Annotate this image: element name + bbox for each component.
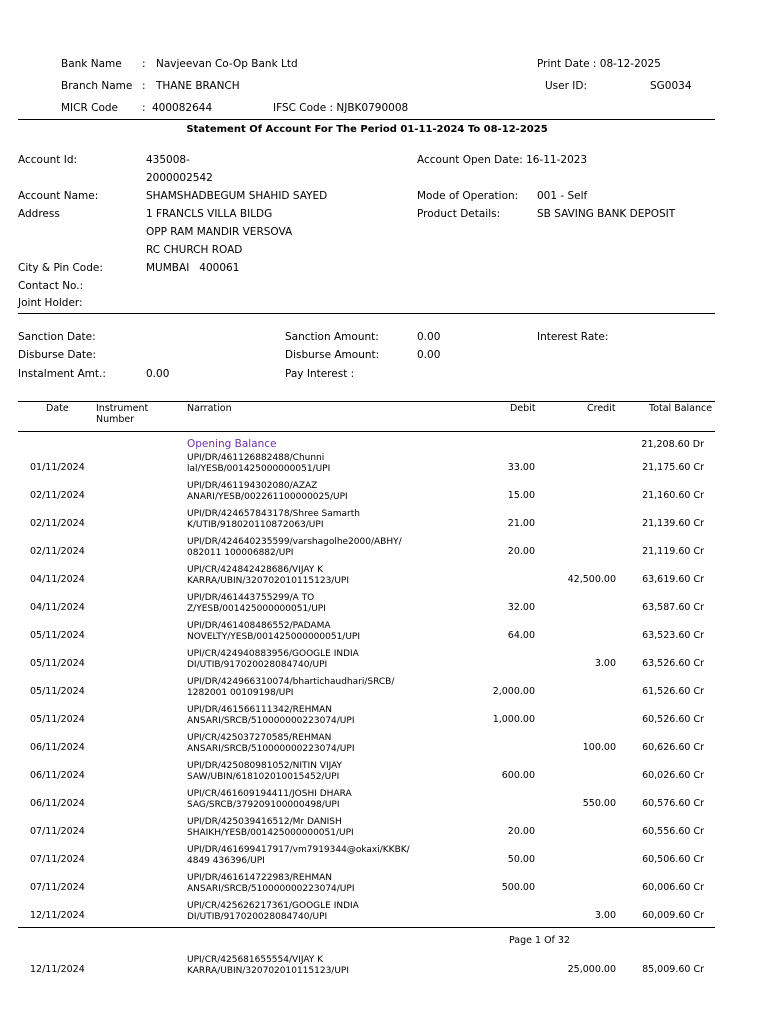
table-row <box>0 873 768 901</box>
opening-balance-value: 21,208.60 Dr <box>641 439 704 450</box>
col-balance-header: Total Balance <box>649 403 713 414</box>
sanction-date-label: Sanction Date: <box>18 331 96 343</box>
row-date: 07/11/2024 <box>30 826 85 837</box>
row-date: 06/11/2024 <box>30 770 85 781</box>
row-date: 05/11/2024 <box>30 686 85 697</box>
row-debit: 20.00 <box>507 546 535 557</box>
divider <box>18 313 715 314</box>
row-credit: 550.00 <box>582 798 616 809</box>
account-id-line1: 435008- <box>146 154 190 166</box>
row-narration <box>187 761 342 783</box>
row-debit: 64.00 <box>507 630 535 641</box>
row-narration-line1: UPI/DR/424657843178/Shree Samarth <box>187 509 360 519</box>
row-balance: 60,626.60 Cr <box>642 742 704 753</box>
disburse-amount-value: 0.00 <box>417 349 441 361</box>
address-line1: 1 FRANCLS VILLA BILDG <box>146 208 273 220</box>
account-id-line2: 2000002542 <box>146 172 213 184</box>
row-date: 04/11/2024 <box>30 602 85 613</box>
row-date: 05/11/2024 <box>30 714 85 725</box>
row-balance: 63,619.60 Cr <box>642 574 704 585</box>
address-line3: RC CHURCH ROAD <box>146 244 243 256</box>
row-balance: 21,160.60 Cr <box>642 490 704 501</box>
row-narration-line1: UPI/CR/425037270585/REHMAN <box>187 733 332 743</box>
row-narration <box>187 789 352 811</box>
row-narration <box>187 481 348 503</box>
table-row <box>0 705 768 733</box>
row-narration-line2: ANSARI/SRCB/510000000223074/UPI <box>187 716 355 726</box>
col-debit-header: Debit <box>510 403 536 414</box>
row-date: 04/11/2024 <box>30 574 85 585</box>
row-narration <box>187 845 410 867</box>
city-value: MUMBAI 400061 <box>146 262 240 274</box>
disburse-date-label: Disburse Date: <box>18 349 97 361</box>
row-credit: 25,000.00 <box>567 964 616 975</box>
table-row <box>0 453 768 481</box>
row-date: 05/11/2024 <box>30 630 85 641</box>
row-narration-line1: UPI/DR/461614722983/REHMAN <box>187 873 333 883</box>
row-balance: 60,576.60 Cr <box>642 798 704 809</box>
row-narration <box>187 509 360 531</box>
row-credit: 100.00 <box>582 742 616 753</box>
opening-balance-label: Opening Balance <box>187 438 277 450</box>
row-balance: 21,139.60 Cr <box>642 518 704 529</box>
row-narration <box>187 649 359 671</box>
row-narration-line1: UPI/DR/424640235599/varshagolhe2000/ABHY/ <box>187 537 402 547</box>
divider <box>18 401 715 402</box>
row-narration-line2: 4849 436396/UPI <box>187 856 265 866</box>
row-narration-line1: UPI/CR/461609194411/JOSHI DHARA <box>187 789 352 799</box>
row-narration <box>187 705 354 727</box>
instalment-value: 0.00 <box>146 368 170 380</box>
row-narration-line1: UPI/DR/424966310074/bhartichaudhari/SRCB/ <box>187 677 395 687</box>
row-date: 02/11/2024 <box>30 518 85 529</box>
city-label: City & Pin Code: <box>18 262 103 274</box>
row-narration <box>187 873 354 895</box>
address-line2: OPP RAM MANDIR VERSOVA <box>146 226 293 238</box>
divider <box>18 431 715 432</box>
row-credit: 3.00 <box>594 658 616 669</box>
bank-name-value: Navjeevan Co-Op Bank Ltd <box>156 58 298 70</box>
row-date: 07/11/2024 <box>30 882 85 893</box>
row-balance: 63,526.60 Cr <box>642 658 704 669</box>
row-narration-line2: SAW/UBIN/618102010015452/UPI <box>187 772 340 782</box>
row-balance: 63,523.60 Cr <box>642 630 704 641</box>
row-balance: 61,526.60 Cr <box>642 686 704 697</box>
table-row <box>0 481 768 509</box>
account-name-value: SHAMSHADBEGUM SHAHID SAYED <box>146 190 328 202</box>
product-value: SB SAVING BANK DEPOSIT <box>537 208 676 220</box>
statement-title: Statement Of Account For The Period 01-11-2024 To 08-12-2025 <box>186 124 548 135</box>
row-narration-line2: NOVELTY/YESB/001425000000051/UPI <box>187 632 360 642</box>
row-narration-line2: KARRA/UBIN/320702010115123/UPI <box>187 576 350 586</box>
contact-label: Contact No.: <box>18 280 84 292</box>
row-credit: 3.00 <box>594 910 616 921</box>
row-narration-line2: KARRA/UBIN/320702010115123/UPI <box>187 966 350 976</box>
table-row <box>0 733 768 761</box>
row-narration-line2: ANARI/YESB/002261100000025/UPI <box>187 492 348 502</box>
row-narration-line1: UPI/DR/425080981052/NITIN VIJAY <box>187 761 343 771</box>
row-narration-line2: ANSARI/SRCB/510000000223074/UPI <box>187 744 355 754</box>
row-narration-line1: UPI/CR/424842428686/VIJAY K <box>187 565 324 575</box>
table-row <box>0 537 768 565</box>
row-narration <box>187 901 359 923</box>
row-narration <box>187 677 394 699</box>
table-row <box>0 901 768 929</box>
row-narration-line1: UPI/DR/461566111342/REHMAN <box>187 705 333 715</box>
row-balance: 21,119.60 Cr <box>642 546 704 557</box>
bank-name-label: Bank Name <box>61 58 122 70</box>
row-narration-line2: lal/YESB/001425000000051/UPI <box>187 464 331 474</box>
row-narration-line2: 1282001 00109198/UPI <box>187 688 294 698</box>
account-name-label: Account Name: <box>18 190 99 202</box>
row-narration <box>187 537 402 559</box>
disburse-amount-label: Disburse Amount: <box>285 349 380 361</box>
table-row <box>0 789 768 817</box>
row-narration-line2: 082011 100006882/UPI <box>187 548 294 558</box>
row-credit: 42,500.00 <box>567 574 616 585</box>
row-date: 06/11/2024 <box>30 742 85 753</box>
micr-value: 400082644 <box>152 102 213 114</box>
row-narration-line2: DI/UTIB/917020028084740/UPI <box>187 660 328 670</box>
row-narration-line1: UPI/DR/461126882488/Chunni <box>187 453 325 463</box>
row-balance: 60,026.60 Cr <box>642 770 704 781</box>
row-date: 02/11/2024 <box>30 490 85 501</box>
mode-label: Mode of Operation: <box>417 190 519 202</box>
row-narration-line2: ANSARI/SRCB/510000000223074/UPI <box>187 884 355 894</box>
row-narration-line1: UPI/CR/424940883956/GOOGLE INDIA <box>187 649 359 659</box>
table-row <box>0 817 768 845</box>
row-narration <box>187 955 349 977</box>
row-narration-line1: UPI/CR/425681655554/VIJAY K <box>187 955 324 965</box>
col-credit-header: Credit <box>587 403 616 414</box>
interest-rate-label: Interest Rate: <box>537 331 609 343</box>
table-row <box>0 509 768 537</box>
row-date: 02/11/2024 <box>30 546 85 557</box>
user-id-label: User ID: <box>545 80 587 92</box>
row-narration-line1: UPI/DR/461699417917/vm7919344@okaxi/KKBK/ <box>187 845 410 855</box>
table-row <box>0 649 768 677</box>
table-row <box>0 565 768 593</box>
row-balance: 85,009.60 Cr <box>642 964 704 975</box>
row-debit: 33.00 <box>507 462 535 473</box>
row-date: 07/11/2024 <box>30 854 85 865</box>
table-row <box>0 845 768 873</box>
row-date: 06/11/2024 <box>30 798 85 809</box>
row-narration-line1: UPI/DR/461443755299/A TO <box>187 593 315 603</box>
row-debit: 20.00 <box>507 826 535 837</box>
branch-name-colon: : <box>142 80 146 92</box>
row-date: 01/11/2024 <box>30 462 85 473</box>
account-id-label: Account Id: <box>18 154 78 166</box>
account-open-date: Account Open Date: 16-11-2023 <box>417 154 588 166</box>
divider <box>18 927 715 928</box>
row-narration-line2: DI/UTIB/917020028084740/UPI <box>187 912 328 922</box>
sanction-amount-label: Sanction Amount: <box>285 331 379 343</box>
row-balance: 60,526.60 Cr <box>642 714 704 725</box>
user-id-value: SG0034 <box>650 80 692 92</box>
table-row <box>0 761 768 789</box>
row-debit: 15.00 <box>507 490 535 501</box>
table-row <box>0 593 768 621</box>
print-date: Print Date : 08-12-2025 <box>537 58 661 70</box>
row-narration <box>187 593 326 615</box>
ifsc-code: IFSC Code : NJBK0790008 <box>273 102 409 114</box>
row-narration <box>187 565 349 587</box>
pay-interest-label: Pay Interest : <box>285 368 355 380</box>
row-debit: 21.00 <box>507 518 535 529</box>
row-debit: 2,000.00 <box>492 686 535 697</box>
branch-name-value: THANE BRANCH <box>156 80 240 92</box>
row-narration <box>187 621 360 643</box>
col-date-header: Date <box>46 403 69 414</box>
row-date: 12/11/2024 <box>30 964 85 975</box>
row-narration-line1: UPI/DR/461408486552/PADAMA <box>187 621 331 631</box>
row-balance: 21,175.60 Cr <box>642 462 704 473</box>
bank-name-colon: : <box>142 58 146 70</box>
row-balance: 60,009.60 Cr <box>642 910 704 921</box>
row-balance: 60,006.60 Cr <box>642 882 704 893</box>
row-debit: 1,000.00 <box>492 714 535 725</box>
product-label: Product Details: <box>417 208 501 220</box>
divider <box>18 119 715 120</box>
row-debit: 600.00 <box>501 770 535 781</box>
address-label: Address <box>18 208 60 220</box>
row-balance: 63,587.60 Cr <box>642 602 704 613</box>
mode-value: 001 - Self <box>537 190 588 202</box>
row-narration <box>187 733 354 755</box>
table-row <box>0 621 768 649</box>
col-instrument-header: Instrument <box>96 403 149 414</box>
row-narration-line2: K/UTIB/918020110872063/UPI <box>187 520 324 530</box>
joint-holder-label: Joint Holder: <box>18 297 83 309</box>
branch-name-label: Branch Name <box>61 80 133 92</box>
row-debit: 500.00 <box>501 882 535 893</box>
row-balance: 60,506.60 Cr <box>642 854 704 865</box>
page-number: Page 1 Of 32 <box>509 935 571 946</box>
instalment-label: Instalment Amt.: <box>18 368 106 380</box>
row-date: 12/11/2024 <box>30 910 85 921</box>
col-instrument-header-2: Number <box>96 414 135 425</box>
micr-label: MICR Code <box>61 102 119 114</box>
table-row <box>0 677 768 705</box>
row-narration <box>187 453 330 475</box>
col-narration-header: Narration <box>187 403 232 414</box>
row-narration-line1: UPI/DR/461194302080/AZAZ <box>187 481 318 491</box>
row-narration <box>187 817 354 839</box>
row-date: 05/11/2024 <box>30 658 85 669</box>
row-narration-line1: UPI/CR/425626217361/GOOGLE INDIA <box>187 901 359 911</box>
row-narration-line1: UPI/DR/425039416512/Mr DANISH <box>187 817 342 827</box>
row-balance: 60,556.60 Cr <box>642 826 704 837</box>
row-narration-line2: Z/YESB/001425000000051/UPI <box>187 604 326 614</box>
sanction-amount-value: 0.00 <box>417 331 441 343</box>
row-narration-line2: SAG/SRCB/379209100000498/UPI <box>187 800 340 810</box>
table-row <box>0 955 768 983</box>
row-debit: 32.00 <box>507 602 535 613</box>
row-narration-line2: SHAIKH/YESB/001425000000051/UPI <box>187 828 354 838</box>
micr-colon: : <box>142 102 146 114</box>
row-debit: 50.00 <box>507 854 535 865</box>
